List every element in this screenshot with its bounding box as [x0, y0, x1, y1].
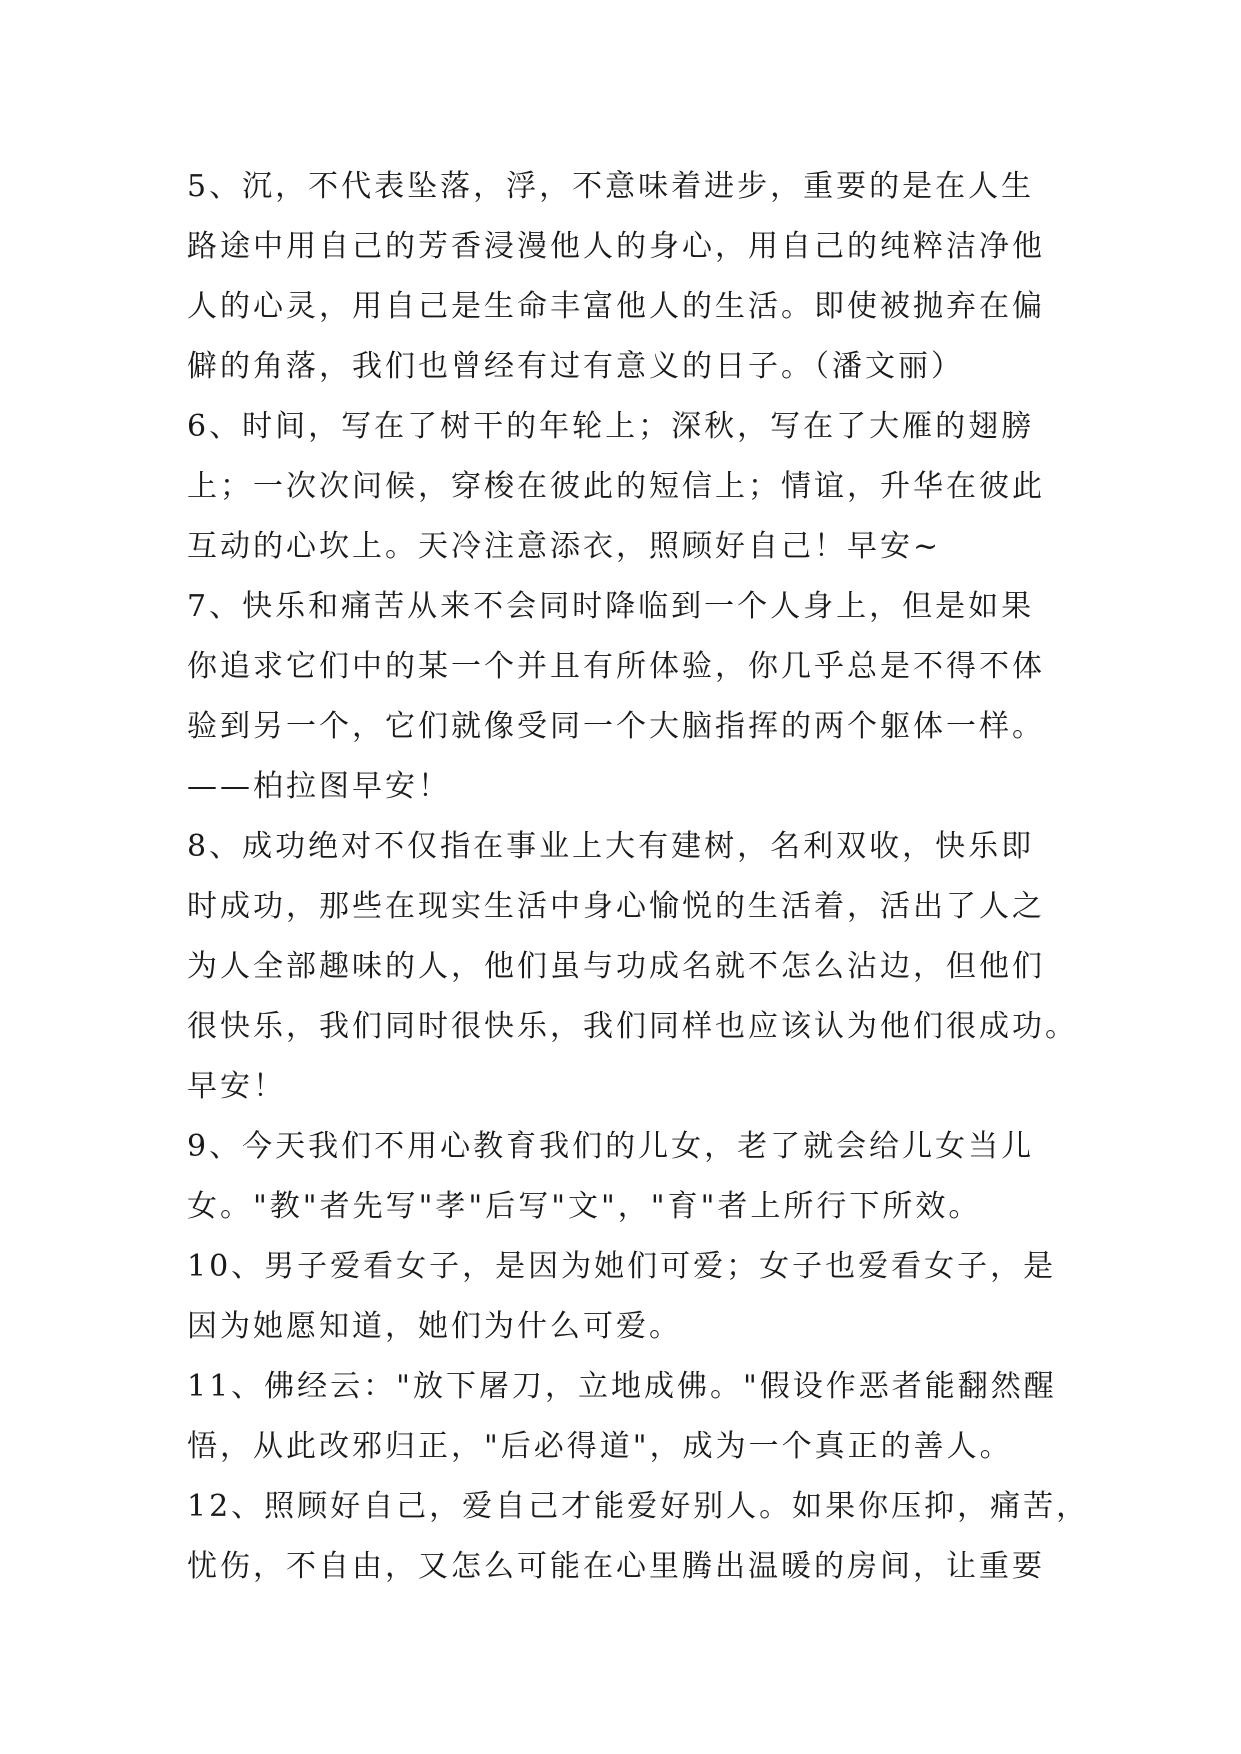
text-line: 人的心灵，用自己是生命丰富他人的生活。即使被抛弃在偏: [187, 289, 1045, 324]
text-line: 早安！: [187, 1069, 286, 1104]
text-line: 8、成功绝对不仅指在事业上大有建树，名利双收，快乐即: [187, 829, 1035, 864]
text-line: 7、快乐和痛苦从来不会同时降临到一个人身上，但是如果: [187, 589, 1035, 624]
text-line: 12、照顾好自己，爱自己才能爱好别人。如果你压抑，痛苦，: [187, 1489, 1090, 1524]
text-line: 11、佛经云："放下屠刀，立地成佛。"假设作恶者能翻然醒: [187, 1369, 1057, 1404]
text-line: 为人全部趣味的人，他们虽与功成名就不怎么沾边，但他们: [187, 949, 1045, 984]
document-body: [187, 157, 1090, 1597]
text-line: 女。"教"者先写"孝"后写"文"，"育"者上所行下所效。: [187, 1189, 982, 1224]
text-line: 时成功，那些在现实生活中身心愉悦的生活着，活出了人之: [187, 889, 1045, 924]
text-line: 忧伤，不自由，又怎么可能在心里腾出温暖的房间，让重要: [187, 1549, 1045, 1584]
text-line: 互动的心坎上。天冷注意添衣，照顾好自己！早安~: [187, 529, 942, 564]
text-line: 6、时间，写在了树干的年轮上；深秋，写在了大雁的翅膀: [187, 409, 1035, 444]
text-line: 上；一次次问候，穿梭在彼此的短信上；情谊，升华在彼此: [187, 469, 1045, 504]
text-line: 路途中用自己的芳香浸漫他人的身心，用自己的纯粹洁净他: [187, 229, 1045, 264]
text-line: 僻的角落，我们也曾经有过有意义的日子。（潘文丽）: [187, 349, 964, 384]
text-line: 很快乐，我们同时很快乐，我们同样也应该认为他们很成功。: [187, 1009, 1078, 1044]
text-line: ——柏拉图早安！: [187, 769, 451, 804]
text-line: 悟，从此改邪归正，"后必得道"，成为一个真正的善人。: [187, 1429, 1013, 1464]
text-line: 10、男子爱看女子，是因为她们可爱；女子也爱看女子，是: [187, 1249, 1057, 1284]
text-line: 因为她愿知道，她们为什么可爱。: [187, 1309, 682, 1344]
text-line: 9、今天我们不用心教育我们的儿女，老了就会给儿女当儿: [187, 1129, 1035, 1164]
text-line: 5、沉，不代表坠落，浮，不意味着进步，重要的是在人生: [187, 169, 1035, 204]
text-line: 你追求它们中的某一个并且有所体验，你几乎总是不得不体: [187, 649, 1045, 684]
text-line: 验到另一个，它们就像受同一个大脑指挥的两个躯体一样。: [187, 709, 1045, 744]
